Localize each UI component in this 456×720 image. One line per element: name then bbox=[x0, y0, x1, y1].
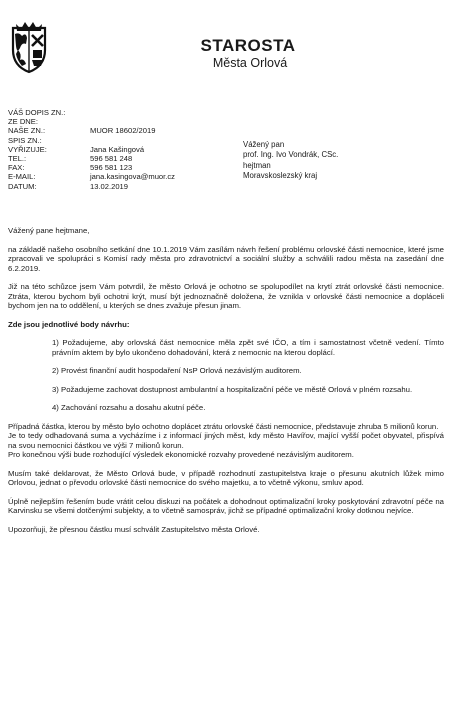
meta-value: 596 581 123 bbox=[90, 163, 133, 173]
meta-label: SPIS ZN.: bbox=[8, 135, 42, 145]
recipient-line: Vážený pan bbox=[243, 140, 285, 149]
paragraph-line: Případná částka, kterou by město bylo ochotno doplácet ztrátu orlovské části nemocnice, představuje zhruba 5 milionů korun. bbox=[8, 421, 439, 431]
paragraph: Upozorňuji, že přesnou částku musí schválit Zastupitelstvo města Orlové. bbox=[8, 524, 260, 534]
paragraph: Již na této schůzce jsem Vám potvrdil, že město Orlová je ochotno se spolupodílet na krytí ztrát orlovské části nemocnice. Ztráta, kterou bychom byli ochotni krýt, musí být jednoznačně doložena, že vznikla v orlovské části nemocnice a dopláceli bychom jen na to oddělení, u kterých se dnes zvažuje přesun jinam. bbox=[8, 282, 444, 310]
paragraph: Musím také deklarovat, že Město Orlová bude, v případě rozhodnutí zastupitelstva kraje o přesunu akutních lůžek mimo Orlovou, jednat o převodu orlovské části nemocnice do svého majetku, a to včetně výkonu, smluv apod. bbox=[8, 468, 444, 487]
recipient-line: prof. Ing. Ivo Vondrák, CSc. bbox=[243, 150, 339, 160]
recipient-address bbox=[243, 140, 338, 182]
meta-row bbox=[8, 126, 175, 135]
recipient-line: hejtman bbox=[243, 160, 271, 170]
meta-row bbox=[8, 108, 175, 117]
meta-value: 13.02.2019 bbox=[90, 181, 129, 191]
meta-value: jana.kasingova@muor.cz bbox=[90, 172, 175, 182]
meta-label: DATUM: bbox=[8, 181, 37, 191]
meta-label: VYŘIZUJE: bbox=[8, 144, 47, 154]
meta-row bbox=[8, 154, 175, 163]
salutation: Vážený pane hejtmane, bbox=[8, 226, 90, 235]
meta-row bbox=[8, 172, 175, 181]
proposal-point: 2) Provést finanční audit hospodaření NsP Orlová nezávislým auditorem. bbox=[52, 366, 302, 375]
meta-label: ZE DNE: bbox=[8, 117, 38, 127]
meta-row bbox=[8, 117, 175, 126]
paragraph: na základě našeho osobního setkání dne 10.1.2019 Vám zasílám návrh řešení problému orlovské části nemocnice, které jsme zpracovali ve spolupráci s Komisí rady města pro zdravotnictví a sociální služby a schválili radou města na zasedání dne 6.2.2019. bbox=[8, 244, 444, 273]
paragraph-line: Pro konečnou výši bude rozhodující výsledek ekonomické rozvahy provedené nezávislým auditorem. bbox=[8, 450, 354, 459]
meta-label: VÁŠ DOPIS ZN.: bbox=[8, 108, 66, 117]
recipient-line: Moravskoslezský kraj bbox=[243, 171, 318, 181]
meta-row bbox=[8, 182, 175, 191]
meta-row bbox=[8, 163, 175, 172]
proposal-point: 3) Požadujeme zachovat dostupnost ambulantní a hospitalizační péče ve městě Orlová v plném rozsahu. bbox=[52, 384, 413, 394]
paragraph-line: Je to tedy odhadovaná suma a vycházíme i z informací jiných měst, kdy město Havířov, mající vyšší počet obyvatel, přispívá na svou nemocnici částkou ve výši 7 milionů korun. bbox=[8, 431, 444, 450]
meta-row bbox=[8, 136, 175, 145]
meta-label: E-MAIL: bbox=[8, 172, 36, 182]
letter-metadata bbox=[8, 108, 175, 191]
header-subtitle: Města Orlová bbox=[212, 56, 288, 70]
letter-body bbox=[8, 226, 444, 534]
meta-label: FAX: bbox=[8, 163, 25, 173]
meta-label: TEL.: bbox=[8, 154, 27, 164]
meta-value: Jana Kašingová bbox=[90, 144, 145, 154]
meta-value: 596 581 248 bbox=[90, 154, 133, 164]
proposal-point: 4) Zachování rozsahu a dosahu akutní péče. bbox=[52, 403, 206, 412]
meta-value: MUOR 18602/2019 bbox=[90, 126, 156, 136]
header-title: STAROSTA bbox=[200, 36, 296, 55]
proposal-point: 1) Požadujeme, aby orlovská část nemocnice měla zpět své IČO, a tím i samostatnost včetně vedení. Tímto právním aktem by bylo ukončeno dohadování, která z nemocnic na kterou doplácí. bbox=[52, 338, 444, 357]
meta-label: NAŠE ZN.: bbox=[8, 126, 46, 136]
meta-row bbox=[8, 145, 175, 154]
paragraph: Úplně nejlepším řešením bude vrátit celou diskuzi na počátek a dohodnout optimalizační kroky poskytování zdravotní péče na Karvinsku se všemi dotčenými subjekty, a to včetně samospráv, jichž se případné optimalizační kroky dotknou nejvíce. bbox=[8, 496, 444, 515]
points-heading: Zde jsou jednotlivé body návrhu: bbox=[8, 319, 130, 329]
